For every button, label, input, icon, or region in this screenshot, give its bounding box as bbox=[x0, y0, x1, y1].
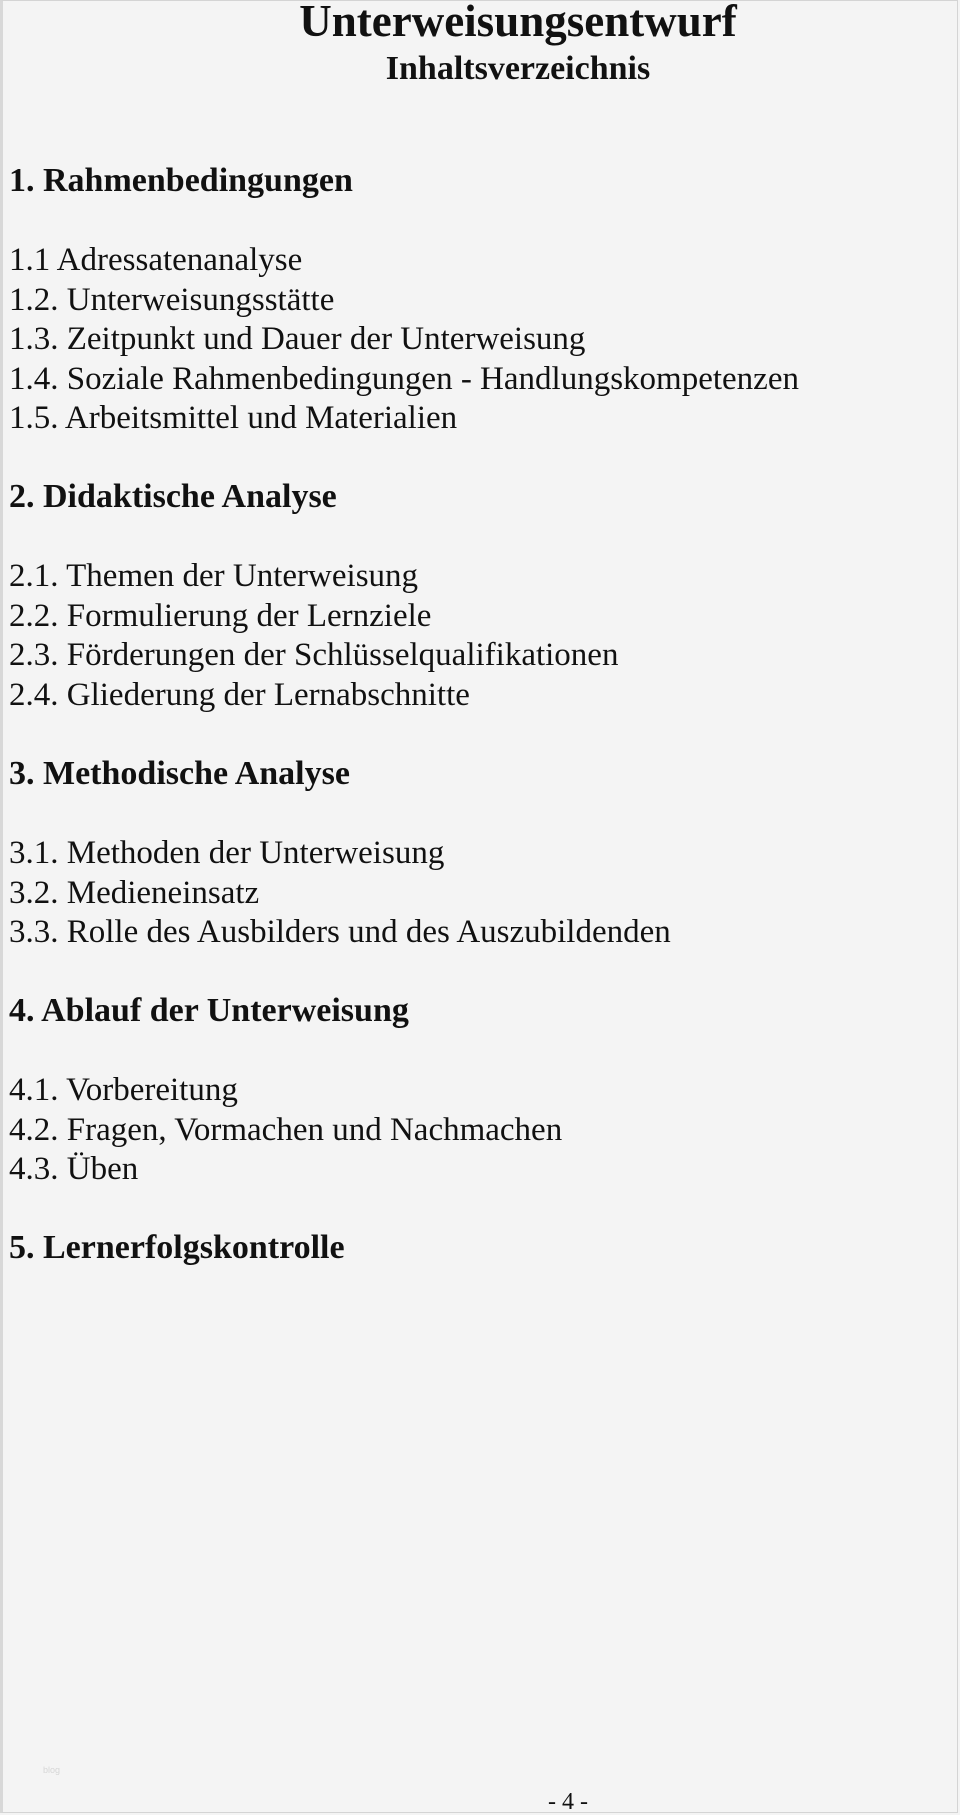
toc-item-4-1: 4.1. Vorbereitung bbox=[9, 1072, 238, 1108]
toc-item-1-3: 1.3. Zeitpunkt und Dauer der Unterweisung bbox=[9, 321, 586, 357]
toc-item-2-4: 2.4. Gliederung der Lernabschnitte bbox=[9, 677, 470, 713]
toc-item-1-5: 1.5. Arbeitsmittel und Materialien bbox=[9, 400, 458, 436]
document-subtitle: Inhaltsverzeichnis bbox=[385, 50, 651, 87]
document-title: Unterweisungsentwurf bbox=[299, 0, 737, 46]
toc-section-3: 3. Methodische Analyse bbox=[9, 755, 350, 792]
watermark: blog bbox=[43, 1765, 61, 1775]
toc-section-2: 2. Didaktische Analyse bbox=[9, 478, 337, 515]
toc-item-3-2: 3.2. Medieneinsatz bbox=[9, 875, 260, 911]
toc-item-2-2: 2.2. Formulierung der Lernziele bbox=[9, 598, 432, 634]
toc-item-4-2: 4.2. Fragen, Vormachen und Nachmachen bbox=[9, 1112, 563, 1148]
toc-item-2-3: 2.3. Förderungen der Schlüsselqualifikationen bbox=[9, 637, 619, 673]
page-number: - 4 - bbox=[548, 1789, 588, 1815]
toc-item-1-1: 1.1 Adressatenanalyse bbox=[9, 242, 303, 278]
toc-section-1: 1. Rahmenbedingungen bbox=[9, 162, 353, 199]
toc-item-3-3: 3.3. Rolle des Ausbilders und des Auszubildenden bbox=[9, 914, 671, 950]
toc-section-5: 5. Lernerfolgskontrolle bbox=[9, 1229, 345, 1266]
toc-item-2-1: 2.1. Themen der Unterweisung bbox=[9, 558, 419, 594]
toc-item-3-1: 3.1. Methoden der Unterweisung bbox=[9, 835, 445, 871]
toc-item-1-2: 1.2. Unterweisungsstätte bbox=[9, 282, 335, 318]
toc-item-1-4: 1.4. Soziale Rahmenbedingungen - Handlungskompetenzen bbox=[9, 361, 799, 397]
toc-section-4: 4. Ablauf der Unterweisung bbox=[9, 992, 409, 1029]
toc-item-4-3: 4.3. Üben bbox=[9, 1151, 139, 1187]
